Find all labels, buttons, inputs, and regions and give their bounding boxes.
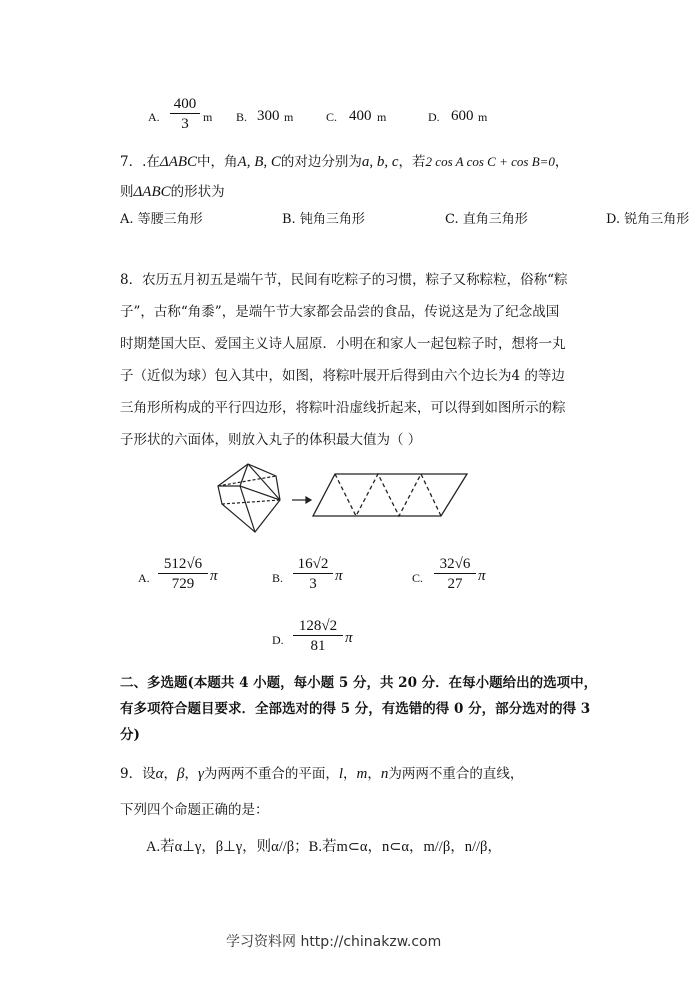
- q9-beta: β: [176, 766, 185, 782]
- q8-figure: [210, 458, 475, 538]
- q9-m: m: [356, 766, 368, 782]
- q7-equation: 2 cos A cos C + cos B=0: [425, 154, 555, 169]
- q6-option-a-label: A.: [148, 110, 160, 124]
- q8-d-pi: π: [345, 630, 353, 646]
- q6-option-d-label: D.: [428, 110, 440, 124]
- q6-a-numerator: 400: [173, 96, 197, 112]
- q9-prefix: 9．设: [120, 766, 156, 782]
- q8-option-a-fraction: [158, 556, 208, 593]
- q7-line2: [120, 180, 225, 201]
- q6-a-denominator: 3: [170, 113, 200, 133]
- q6-d-value: 600: [451, 108, 474, 124]
- q7-mid: 中，角: [197, 154, 238, 170]
- hexahedron-figure: [218, 464, 280, 532]
- q7-sides: a, b, c: [361, 154, 399, 170]
- q8-a-numerator: 512√6: [163, 556, 203, 572]
- q9-line-2: 下列四个命题正确的是：: [120, 802, 269, 818]
- q7-line2-suffix: 的形状为: [170, 184, 225, 200]
- q7-option-a: A. 等腰三角形: [120, 212, 203, 227]
- section2-line-3: 分): [120, 727, 140, 743]
- q6-c-value: 400: [349, 108, 372, 124]
- q9-line-1: [120, 762, 523, 783]
- q8-d-numerator: 128√2: [298, 618, 338, 634]
- q6-d-unit: m: [478, 110, 488, 124]
- q8-b-pi: π: [335, 568, 343, 584]
- q8-line-1: 8．农历五月初五是端午节，民间有吃粽子的习惯，粽子又称粽粒，俗称“粽: [120, 272, 568, 288]
- q7-prefix: 7．.在: [120, 154, 160, 170]
- q8-b-denominator: 3: [293, 573, 333, 593]
- parallelogram-figure: [313, 474, 467, 516]
- q8-line-5: 三角形所构成的平行四边形，将粽叶沿虚线折起来，可以得到如图所示的粽: [120, 400, 566, 416]
- q9-alpha: α: [155, 766, 164, 782]
- q7-line2-triangle: ΔABC: [133, 184, 171, 200]
- q8-option-c-fraction: [434, 556, 476, 593]
- q9-sep-2: ，: [184, 766, 198, 782]
- arrow-icon: [292, 497, 311, 503]
- q8-option-d-label: D.: [272, 633, 284, 647]
- q8-d-denominator: 81: [293, 635, 343, 655]
- q8-line-2: 子”，古称“角黍”，是端午节大家都会品尝的食品，传说这是为了纪念战国: [120, 304, 560, 320]
- q7-option-b: B. 钝角三角形: [282, 212, 365, 227]
- q9-sep-1: ，: [163, 766, 177, 782]
- q9-sep-4: ，: [367, 766, 381, 782]
- q8-option-c-label: C.: [412, 571, 424, 585]
- q7-option-d: D. 锐角三角形: [606, 212, 690, 227]
- q8-c-pi: π: [478, 568, 486, 584]
- q9-end: 为两两不重合的直线，: [388, 766, 524, 782]
- q8-b-numerator: 16√2: [297, 556, 329, 572]
- q8-option-d-fraction: [293, 618, 343, 655]
- q6-option-c-label: C.: [326, 110, 338, 124]
- q8-line-3: 时期楚国大臣、爱国主义诗人屈原．小明在和家人一起包粽子时，想将一丸: [120, 336, 566, 352]
- q7-triangle: ΔABC: [159, 154, 198, 170]
- q8-option-b-label: B.: [272, 571, 284, 585]
- q6-option-b-label: B.: [236, 110, 248, 124]
- q6-option-a-fraction: [170, 96, 200, 133]
- q6-b-value: 300: [257, 108, 280, 124]
- q7-line2-prefix: 则: [120, 184, 134, 200]
- q6-c-unit: m: [377, 110, 387, 124]
- q9-mid: 为两两不重合的平面，: [203, 766, 339, 782]
- footer-watermark: 学习资料网 http://chinakzw.com: [226, 934, 442, 950]
- q9-sep-3: ，: [343, 766, 357, 782]
- q6-a-unit: m: [203, 110, 213, 124]
- q8-c-numerator: 32√6: [439, 556, 471, 572]
- q9-n: n: [380, 766, 389, 782]
- q9-line-3: A.若α⊥γ，β⊥γ，则α//β；B.若m⊂α，n⊂α，m//β，n//β，: [146, 839, 502, 855]
- q7-option-c: C. 直角三角形: [445, 212, 528, 227]
- q7-end: ，: [554, 154, 569, 170]
- section2-line-1: 二、多选题(本题共 4 小题，每小题 5 分，共 20 分．在每小题给出的选项中，: [120, 675, 598, 691]
- q8-line-6: 子形状的六面体，则放入丸子的体积最大值为（ ）: [120, 432, 422, 448]
- q8-line-4: 子（近似为球）包入其中，如图，将粽叶展开后得到由六个边长为4 的等边: [120, 368, 565, 384]
- q8-option-a-label: A.: [138, 571, 150, 585]
- q8-option-b-fraction: [293, 556, 333, 593]
- q8-a-denominator: 729: [158, 573, 208, 593]
- section2-line-2: 有多项符合题目要求．全部选对的得 5 分，有选错的得 0 分，部分选对的得 3: [120, 701, 591, 717]
- q8-c-denominator: 27: [434, 573, 476, 593]
- q7-mid2: 的对边分别为: [280, 154, 362, 170]
- q9-l: l: [338, 766, 344, 782]
- q7-line1: [120, 150, 568, 171]
- q7-angles: A, B, C: [237, 154, 281, 170]
- q6-b-unit: m: [284, 110, 294, 124]
- q8-a-pi: π: [210, 568, 218, 584]
- q7-mid3: ，若: [398, 154, 426, 170]
- q9-gamma: γ: [197, 766, 204, 782]
